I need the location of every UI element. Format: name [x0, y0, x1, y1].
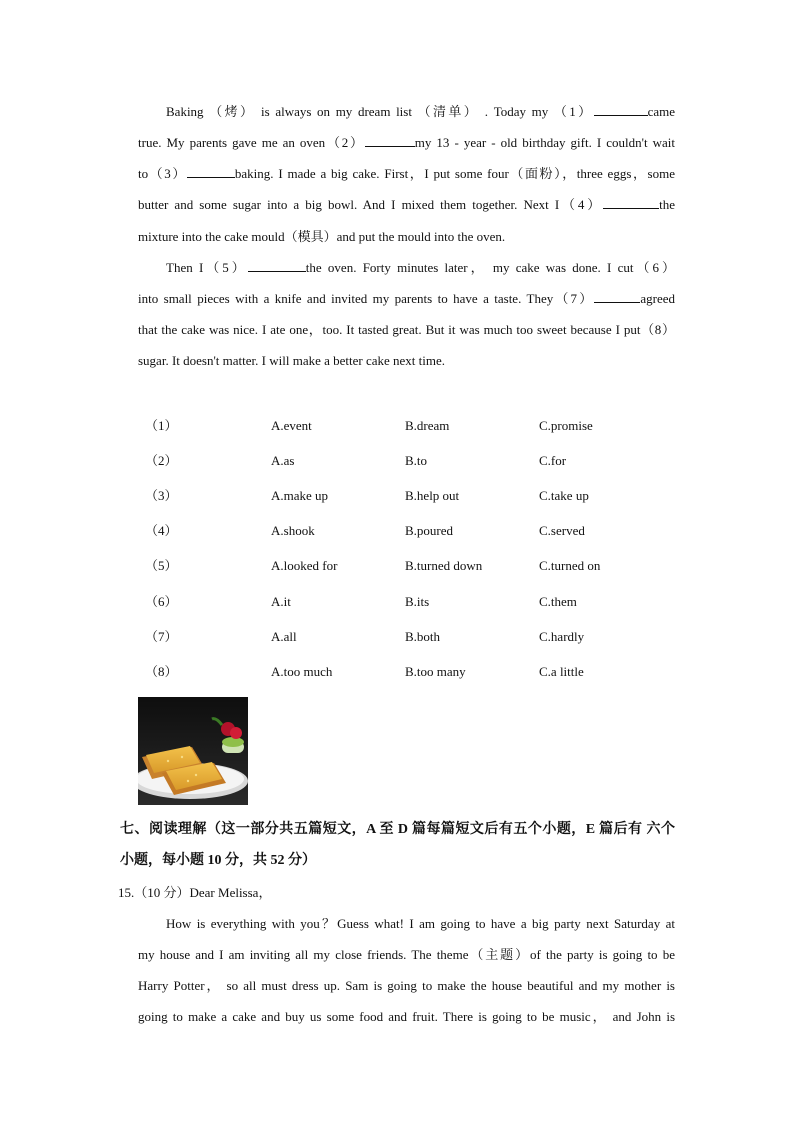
- option-b[interactable]: B.turned down: [405, 558, 483, 573]
- answer-blank-1[interactable]: [594, 103, 648, 116]
- answer-blank-4[interactable]: [603, 196, 659, 209]
- option-b[interactable]: B.poured: [405, 523, 454, 538]
- option-c[interactable]: C.promise: [539, 418, 593, 433]
- letter-line: How is everything with you？Guess what! I am going to have a big party next Saturday at: [166, 916, 675, 931]
- section-heading: 七、阅读理解（这一部分共五篇短文，A 至 D 篇每篇短文后有五个小题，E 篇后有 六个: [120, 822, 675, 837]
- option-row: （7） A.all B.both C.hardly: [145, 627, 665, 647]
- answer-blank-3[interactable]: [187, 165, 235, 178]
- letter-line: Harry Potter， so all must dress up. Sam is going to make the house beautiful and my mother is: [138, 978, 675, 993]
- option-c[interactable]: C.them: [539, 594, 577, 609]
- option-row: （8） A.too much B.too many C.a little: [145, 662, 665, 682]
- option-c[interactable]: C.hardly: [539, 629, 585, 644]
- letter-line: my house and I am inviting all my close friends. The theme（主题）of the party is going to be: [138, 947, 675, 962]
- question-15-label: 15.（10 分）Dear Melissa，: [118, 885, 272, 900]
- section-heading: 小题，每小题 10 分，共 52 分）: [120, 853, 316, 868]
- option-a[interactable]: A.event: [271, 418, 312, 433]
- option-c[interactable]: C.a little: [539, 664, 584, 679]
- cloze-line: Baking （烤） is always on my dream list （清单） . Today my （1） came: [166, 104, 675, 119]
- option-a[interactable]: A.it: [271, 594, 291, 609]
- option-row: （6） A.it B.its C.them: [145, 592, 665, 612]
- option-c[interactable]: C.turned on: [539, 558, 601, 573]
- cloze-line: that the cake was nice. I ate one，too. It tasted great. But it was much too sweet because I put（8）: [138, 322, 675, 337]
- toast-plate-photo: [138, 697, 248, 805]
- option-a[interactable]: A.shook: [271, 523, 315, 538]
- option-c[interactable]: C.served: [539, 523, 585, 538]
- option-c[interactable]: C.take up: [539, 488, 589, 503]
- option-a[interactable]: A.all: [271, 629, 297, 644]
- cloze-line: sugar. It doesn't matter. I will make a better cake next time.: [138, 353, 446, 368]
- option-row: （4） A.shook B.poured C.served: [145, 521, 665, 541]
- option-b[interactable]: B.too many: [405, 664, 466, 679]
- cloze-line: mixture into the cake mould（模具）and put the mould into the oven.: [138, 229, 506, 244]
- option-c[interactable]: C.for: [539, 453, 567, 468]
- option-b[interactable]: B.both: [405, 629, 441, 644]
- option-row: （5） A.looked for B.turned down C.turned on: [145, 556, 665, 576]
- cloze-line: Then I（5） the oven. Forty minutes later， my cake was done. I cut（6）: [166, 260, 675, 275]
- toast-plate-icon: [138, 697, 248, 805]
- option-b[interactable]: B.dream: [405, 418, 450, 433]
- option-b[interactable]: B.help out: [405, 488, 460, 503]
- option-a[interactable]: A.looked for: [271, 558, 338, 573]
- option-a[interactable]: A.too much: [271, 664, 333, 679]
- option-b[interactable]: B.to: [405, 453, 428, 468]
- cloze-line: into small pieces with a knife and invited my parents to have a taste. They（7） agreed: [138, 291, 675, 306]
- option-row: （2） A.as B.to C.for: [145, 451, 665, 471]
- cloze-line: butter and some sugar into a big bowl. And I mixed them together. Next I（4） the: [138, 197, 675, 212]
- cloze-line: true. My parents gave me an oven（2） my 13 - year - old birthday gift. I couldn't wait: [138, 135, 675, 150]
- option-row: （1） A.event B.dream C.promise: [145, 416, 665, 436]
- cloze-line: to（3） baking. I made a big cake. First，I put some four（面粉），three eggs，some: [138, 166, 675, 181]
- option-row: （3） A.make up B.help out C.take up: [145, 486, 665, 506]
- letter-line: going to make a cake and buy us some food and fruit. There is going to be music， and John is: [138, 1009, 675, 1024]
- option-a[interactable]: A.as: [271, 453, 295, 468]
- option-a[interactable]: A.make up: [271, 488, 329, 503]
- answer-blank-7[interactable]: [594, 290, 640, 303]
- answer-blank-5[interactable]: [248, 259, 306, 272]
- answer-blank-2[interactable]: [365, 134, 415, 147]
- option-b[interactable]: B.its: [405, 594, 430, 609]
